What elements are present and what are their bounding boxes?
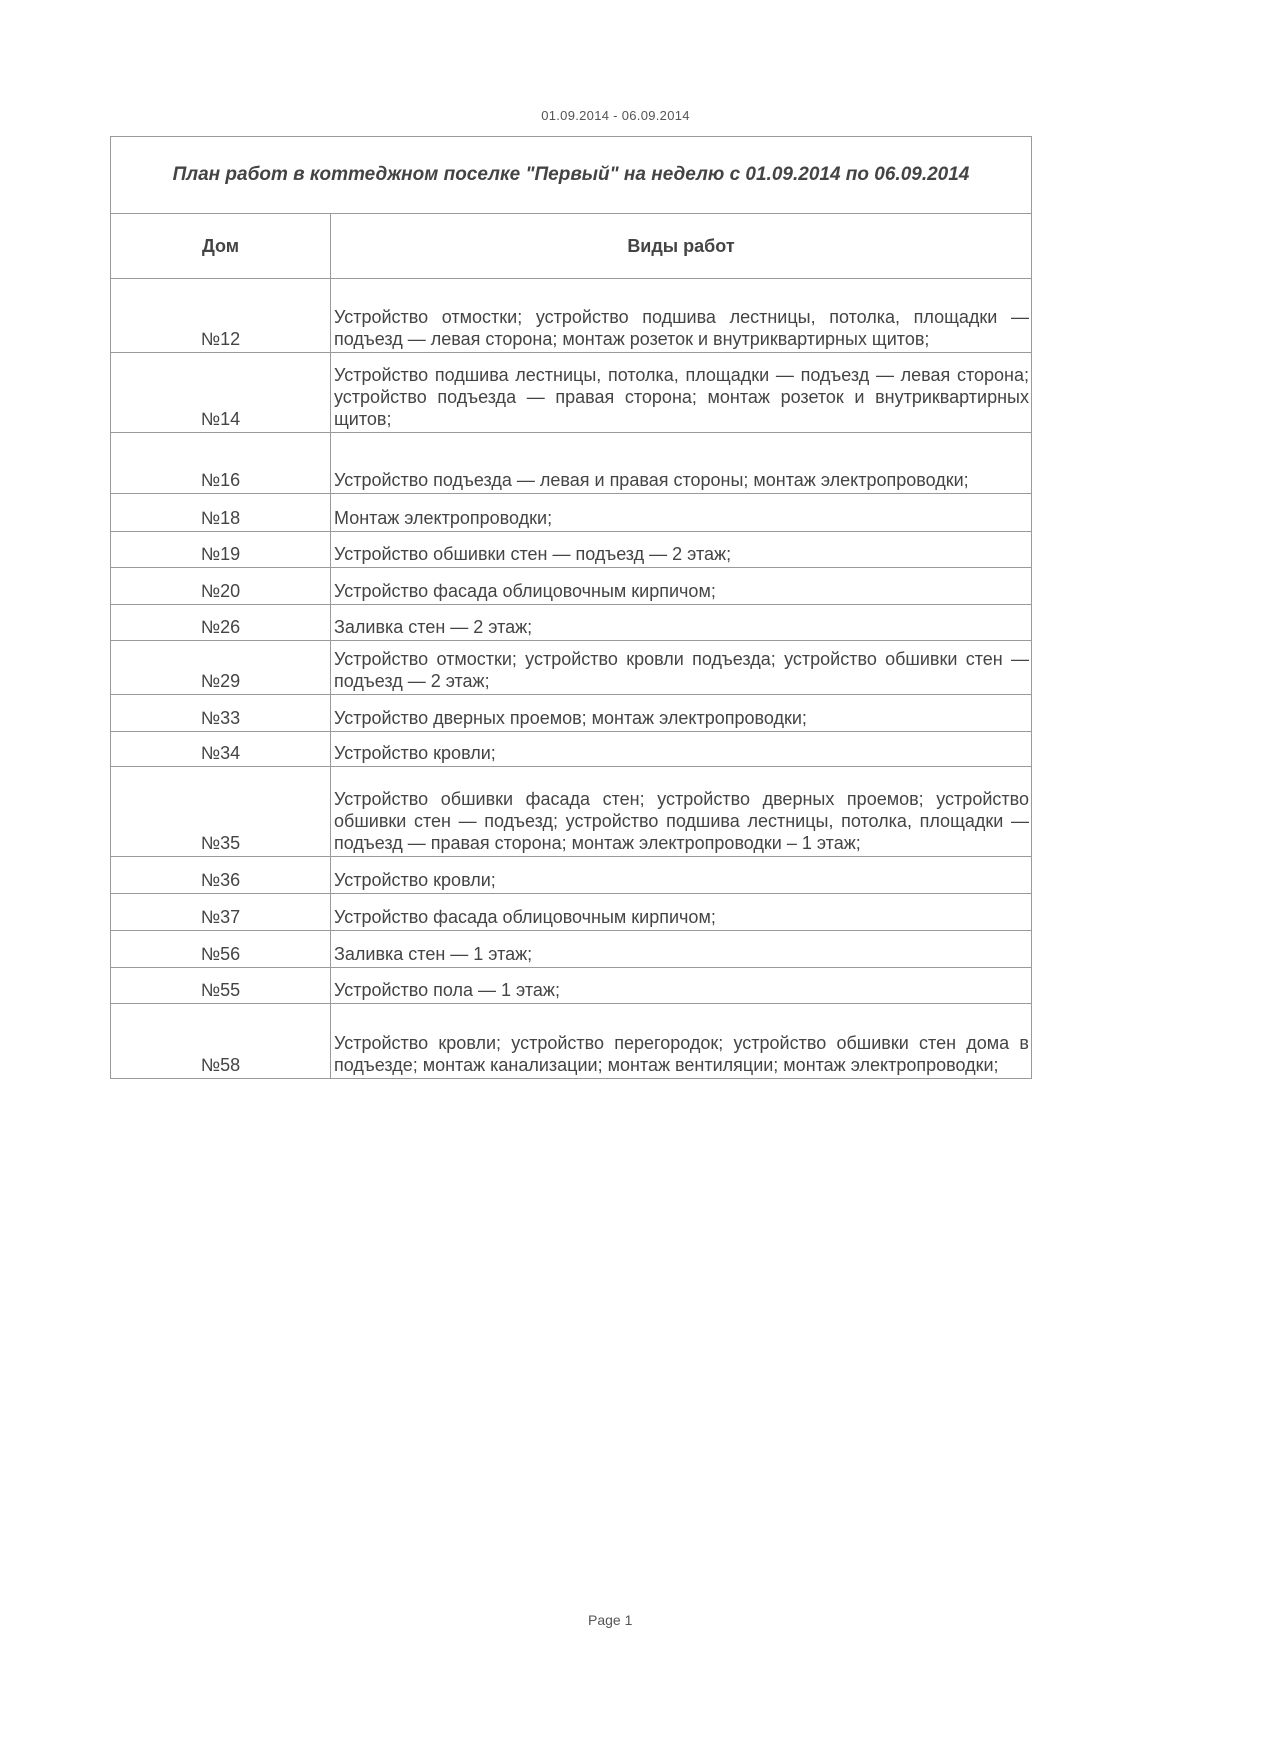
work-description-cell: Устройство кровли; bbox=[331, 732, 1032, 767]
table-title: План работ в коттеджном поселке "Первый" на неделю с 01.09.2014 по 06.09.2014 bbox=[111, 137, 1032, 214]
table-row bbox=[111, 732, 1032, 767]
header-row bbox=[111, 214, 1032, 279]
work-description-cell: Устройство отмостки; устройство подшива лестницы, потолка, площадки — подъезд — левая сторона; монтаж розеток и внутриквартирных щитов; bbox=[331, 279, 1032, 353]
work-description-cell: Устройство отмостки; устройство кровли подъезда; устройство обшивки стен — подъезд — 2 этаж; bbox=[331, 641, 1032, 695]
work-description-cell: Устройство обшивки стен — подъезд — 2 этаж; bbox=[331, 532, 1032, 568]
title-row bbox=[111, 137, 1032, 214]
house-number-cell: №55 bbox=[111, 968, 331, 1004]
table-row bbox=[111, 931, 1032, 968]
house-number-cell: №18 bbox=[111, 494, 331, 532]
house-number-cell: №29 bbox=[111, 641, 331, 695]
house-number-cell: №58 bbox=[111, 1004, 331, 1079]
table-row bbox=[111, 353, 1032, 433]
table-body bbox=[111, 279, 1032, 1079]
table-row bbox=[111, 857, 1032, 894]
house-number-cell: №34 bbox=[111, 732, 331, 767]
table-row bbox=[111, 641, 1032, 695]
table-row bbox=[111, 695, 1032, 732]
work-description-cell: Заливка стен — 2 этаж; bbox=[331, 605, 1032, 641]
house-number-cell: №16 bbox=[111, 433, 331, 494]
house-number-cell: №37 bbox=[111, 894, 331, 931]
house-number-cell: №56 bbox=[111, 931, 331, 968]
work-description-cell: Монтаж электропроводки; bbox=[331, 494, 1032, 532]
table-row bbox=[111, 279, 1032, 353]
work-description-cell: Устройство кровли; bbox=[331, 857, 1032, 894]
table-row bbox=[111, 894, 1032, 931]
work-description-cell: Устройство дверных проемов; монтаж электропроводки; bbox=[331, 695, 1032, 732]
table-row bbox=[111, 1004, 1032, 1079]
work-description-cell: Устройство пола — 1 этаж; bbox=[331, 968, 1032, 1004]
work-description-cell: Устройство обшивки фасада стен; устройство дверных проемов; устройство обшивки стен — подъезд; устройство подшива лестницы, потолка, площадки — подъезд — правая сторона; монтаж электропроводки – 1 этаж; bbox=[331, 767, 1032, 857]
work-description-cell: Устройство фасада облицовочным кирпичом; bbox=[331, 894, 1032, 931]
house-number-cell: №20 bbox=[111, 568, 331, 605]
table-row bbox=[111, 494, 1032, 532]
work-plan-table bbox=[110, 136, 1032, 1079]
page-number: Page 1 bbox=[588, 1612, 633, 1628]
house-number-cell: №14 bbox=[111, 353, 331, 433]
table-row bbox=[111, 605, 1032, 641]
table-row bbox=[111, 433, 1032, 494]
work-description-cell: Устройство подшива лестницы, потолка, площадки — подъезд — левая сторона; устройство подъезда — правая сторона; монтаж розеток и внутриквартирных щитов; bbox=[331, 353, 1032, 433]
work-description-cell: Устройство фасада облицовочным кирпичом; bbox=[331, 568, 1032, 605]
column-header-house: Дом bbox=[111, 214, 331, 279]
work-description-cell: Устройство подъезда — левая и правая стороны; монтаж электропроводки; bbox=[331, 433, 1032, 494]
table-row bbox=[111, 968, 1032, 1004]
house-number-cell: №35 bbox=[111, 767, 331, 857]
house-number-cell: №19 bbox=[111, 532, 331, 568]
house-number-cell: №36 bbox=[111, 857, 331, 894]
table-row bbox=[111, 568, 1032, 605]
table-row bbox=[111, 767, 1032, 857]
date-range-header: 01.09.2014 - 06.09.2014 bbox=[541, 108, 690, 123]
table-row bbox=[111, 532, 1032, 568]
work-description-cell: Устройство кровли; устройство перегородок; устройство обшивки стен дома в подъезде; монтаж канализации; монтаж вентиляции; монтаж электропроводки; bbox=[331, 1004, 1032, 1079]
house-number-cell: №33 bbox=[111, 695, 331, 732]
work-description-cell: Заливка стен — 1 этаж; bbox=[331, 931, 1032, 968]
column-header-works: Виды работ bbox=[331, 214, 1032, 279]
house-number-cell: №12 bbox=[111, 279, 331, 353]
house-number-cell: №26 bbox=[111, 605, 331, 641]
